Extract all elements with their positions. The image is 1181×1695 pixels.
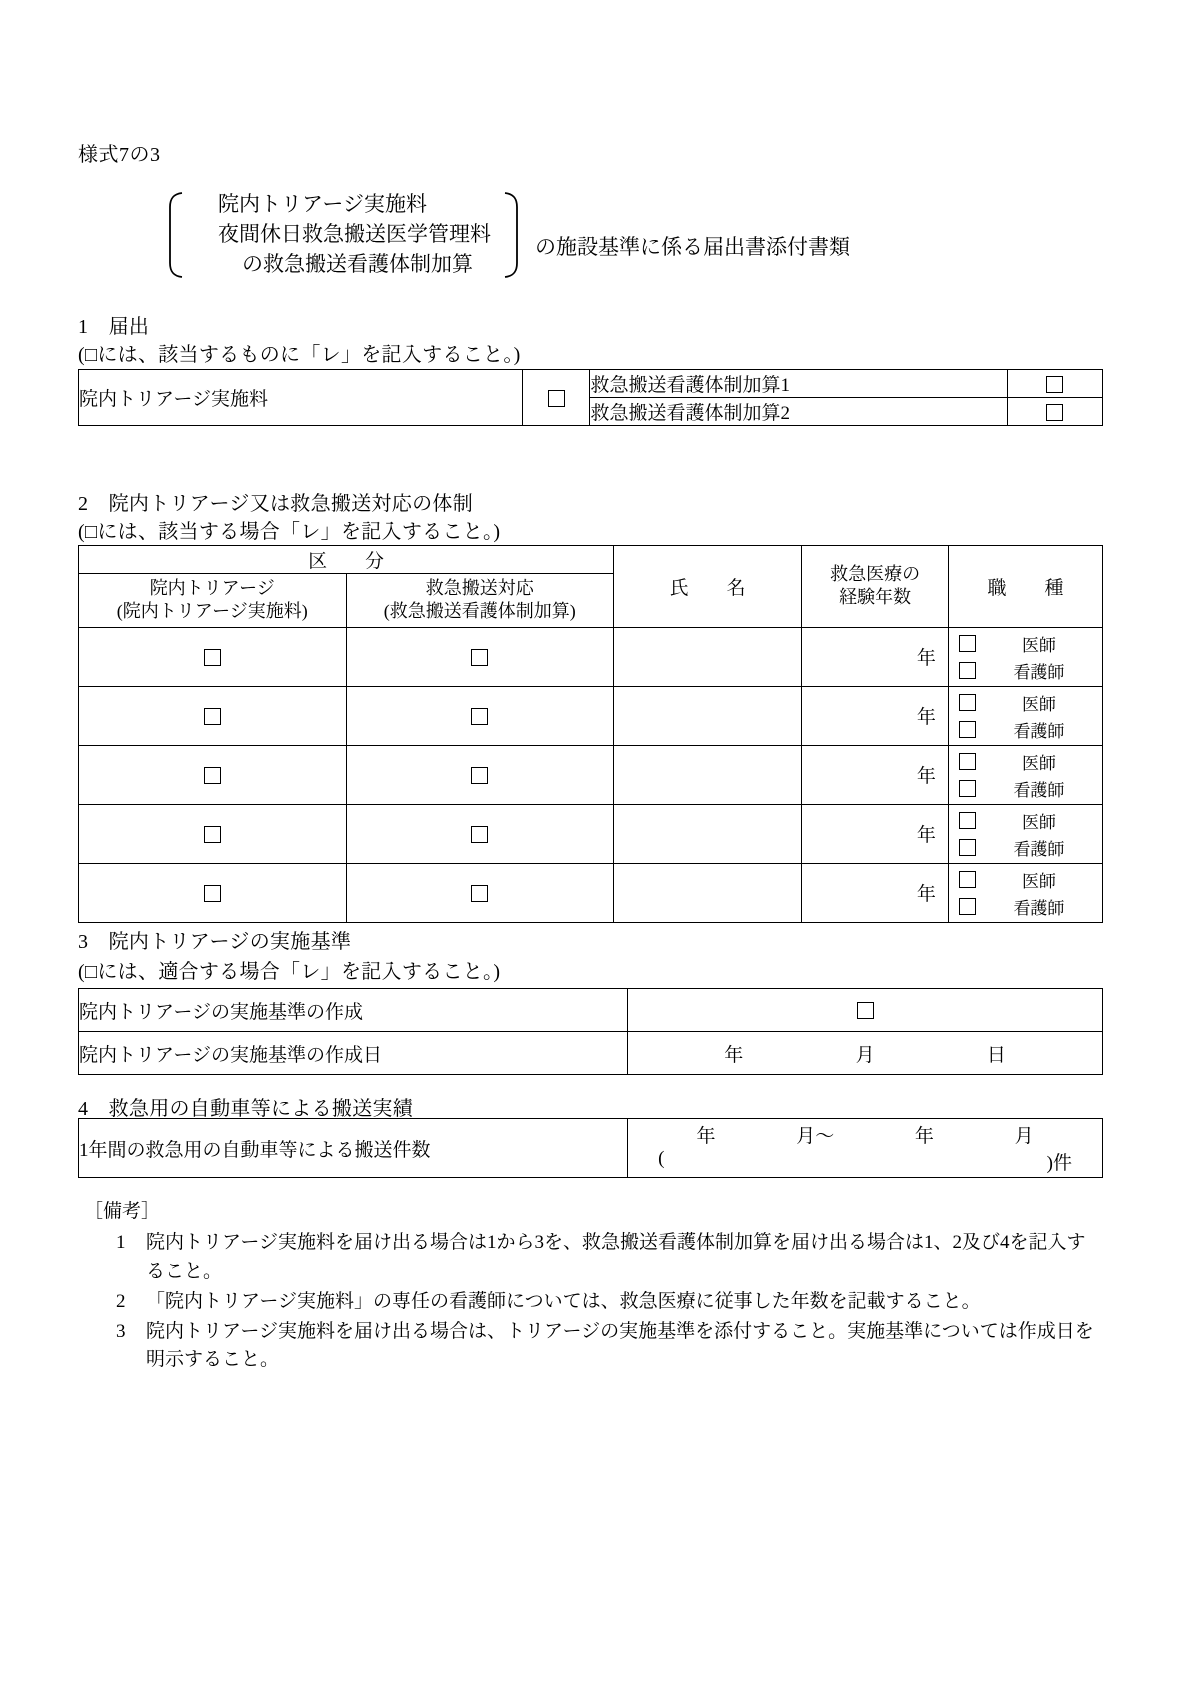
count-line[interactable] — [628, 1148, 1102, 1177]
period-line — [628, 1119, 1102, 1148]
table-row — [79, 627, 1103, 686]
section-4-heading: 4 救急用の自動車等による搬送実績 — [78, 1098, 414, 1120]
section-1-table — [78, 369, 1103, 426]
checkbox-icon[interactable] — [1046, 404, 1063, 421]
count-open-paren: ( — [658, 1148, 665, 1169]
checkbox-icon[interactable] — [959, 898, 976, 915]
section-2-table — [78, 545, 1103, 923]
checkbox-icon[interactable] — [471, 826, 488, 843]
triage-header-sub: (院内トリアージ実施料) — [116, 601, 308, 622]
section-2-heading: 2 院内トリアージ又は救急搬送対応の体制 — [78, 493, 473, 515]
title-suffix: の施設基準に係る届出書添付書類 — [535, 234, 850, 259]
name-input-cell[interactable] — [614, 627, 802, 686]
job-type-cell[interactable] — [948, 804, 1102, 863]
job-option-label: 看護師 — [1013, 839, 1065, 859]
job-option-row[interactable] — [959, 835, 1102, 860]
job-option-row[interactable] — [959, 749, 1102, 774]
checkbox-icon[interactable] — [959, 780, 976, 797]
checkbox-icon[interactable] — [204, 826, 221, 843]
checkbox-icon[interactable] — [959, 753, 976, 770]
period-end-month: 月 — [1014, 1126, 1034, 1147]
job-option-row[interactable] — [959, 690, 1102, 715]
transport-checkbox-cell[interactable] — [346, 804, 614, 863]
triage-header-main: 院内トリアージ — [149, 578, 275, 598]
year-unit-label: 年 — [916, 884, 936, 906]
section2-header-triage — [79, 574, 347, 628]
remarks-item — [116, 1229, 1104, 1287]
job-option-row[interactable] — [959, 658, 1102, 683]
document-title-block — [166, 190, 850, 279]
section1-main-checkbox-cell[interactable] — [523, 370, 590, 426]
table-row — [79, 804, 1103, 863]
job-option-row[interactable] — [959, 631, 1102, 656]
section-3-table — [78, 988, 1103, 1075]
year-unit-label: 年 — [916, 825, 936, 847]
section2-group-header: 区 分 — [79, 546, 614, 574]
section1-option-label-2: 救急搬送看護体制加算2 — [590, 398, 1008, 426]
table-row — [79, 1032, 1103, 1075]
remarks-title: ［備考］ — [84, 1201, 161, 1222]
name-input-cell[interactable] — [614, 804, 802, 863]
table-row — [79, 989, 1103, 1032]
checkbox-icon[interactable] — [471, 885, 488, 902]
checkbox-icon[interactable] — [471, 767, 488, 784]
experience-years-cell[interactable] — [802, 804, 949, 863]
checkbox-icon[interactable] — [471, 649, 488, 666]
section-4-table — [78, 1118, 1103, 1178]
checkbox-icon[interactable] — [548, 390, 565, 407]
table-row — [79, 863, 1103, 922]
section4-row-label: 1年間の救急用の自動車等による搬送件数 — [79, 1119, 628, 1178]
job-option-stack — [949, 628, 1102, 686]
checkbox-icon[interactable] — [959, 812, 976, 829]
checkbox-icon[interactable] — [204, 649, 221, 666]
job-option-row[interactable] — [959, 717, 1102, 742]
count-close-paren: )件 — [1046, 1153, 1072, 1174]
job-option-row[interactable] — [959, 776, 1102, 801]
table-row — [79, 745, 1103, 804]
checkbox-icon[interactable] — [204, 885, 221, 902]
job-option-row[interactable] — [959, 808, 1102, 833]
job-option-stack — [949, 687, 1102, 745]
experience-years-cell[interactable] — [802, 627, 949, 686]
checkbox-icon[interactable] — [959, 694, 976, 711]
experience-years-cell[interactable] — [802, 686, 949, 745]
title-line-2: 夜間休日救急搬送医学管理料 — [218, 221, 491, 246]
checkbox-icon[interactable] — [471, 708, 488, 725]
section-3-heading: 3 院内トリアージの実施基準 — [78, 931, 352, 953]
section1-option-label-1: 救急搬送看護体制加算1 — [590, 370, 1008, 398]
brace-left-icon — [166, 191, 184, 279]
transport-checkbox-cell[interactable] — [346, 745, 614, 804]
section1-row-label: 院内トリアージ実施料 — [79, 370, 523, 426]
checkbox-icon[interactable] — [959, 721, 976, 738]
title-line-1: 院内トリアージ実施料 — [218, 192, 427, 216]
brace-right-icon — [503, 191, 521, 279]
section1-option-checkbox-cell-1[interactable] — [1007, 370, 1102, 398]
table-row — [79, 686, 1103, 745]
checkbox-icon[interactable] — [204, 767, 221, 784]
job-option-stack — [949, 746, 1102, 804]
checkbox-icon[interactable] — [959, 871, 976, 888]
job-option-label: 医師 — [1021, 812, 1056, 832]
remarks-item-text: 「院内トリアージ実施料」の専任の看護師については、救急医療に従事した年数を記載すること。 — [146, 1290, 981, 1312]
transport-header-sub: (救急搬送看護体制加算) — [383, 601, 576, 622]
remarks-item — [116, 1318, 1104, 1376]
experience-header-line-1: 救急医療の — [830, 564, 921, 584]
date-unit-month: 月 — [855, 1044, 875, 1066]
job-option-label: 看護師 — [1013, 780, 1065, 800]
triage-checkbox-cell[interactable] — [79, 627, 347, 686]
job-option-label: 看護師 — [1013, 721, 1065, 741]
form-number: 様式7の3 — [78, 144, 161, 166]
name-input-cell[interactable] — [614, 686, 802, 745]
transport-checkbox-cell[interactable] — [346, 686, 614, 745]
year-unit-label: 年 — [916, 766, 936, 788]
checkbox-icon[interactable] — [857, 1002, 874, 1019]
job-type-cell[interactable] — [948, 686, 1102, 745]
date-unit-year: 年 — [724, 1044, 744, 1066]
job-option-label: 看護師 — [1013, 898, 1065, 918]
triage-checkbox-cell[interactable] — [79, 863, 347, 922]
remarks-section — [84, 1198, 1104, 1375]
checkbox-icon[interactable] — [959, 635, 976, 652]
title-line-3: の救急搬送看護体制加算 — [242, 251, 473, 276]
year-unit-label: 年 — [916, 707, 936, 729]
table-row — [79, 1119, 1103, 1178]
section2-header-transport — [346, 574, 614, 628]
section2-header-name: 氏 名 — [614, 546, 802, 628]
remarks-item-text: 院内トリアージ実施料を届け出る場合は1から3を、救急搬送看護体制加算を届け出る場合は1、2及び4を記入すること。 — [146, 1231, 1086, 1282]
section1-option-checkbox-cell-2[interactable] — [1007, 398, 1102, 426]
table-row — [79, 370, 1103, 398]
job-option-label: 看護師 — [1013, 662, 1065, 682]
remarks-item-text: 院内トリアージ実施料を届け出る場合は、トリアージの実施基準を添付すること。実施基準については作成日を明示すること。 — [146, 1320, 1094, 1371]
job-option-label: 医師 — [1021, 694, 1056, 714]
triage-checkbox-cell[interactable] — [79, 745, 347, 804]
table-header-row-group — [79, 546, 1103, 574]
remarks-item-number: 3 — [116, 1320, 126, 1342]
experience-years-cell[interactable] — [802, 863, 949, 922]
period-start-year: 年 — [696, 1126, 716, 1147]
checkbox-icon[interactable] — [1046, 376, 1063, 393]
section-1-note: (□には、該当するものに「レ」を記入すること。) — [78, 344, 521, 366]
section2-header-job: 職 種 — [948, 546, 1102, 628]
triage-checkbox-cell[interactable] — [79, 686, 347, 745]
job-option-label: 医師 — [1021, 753, 1056, 773]
experience-years-cell[interactable] — [802, 745, 949, 804]
name-input-cell[interactable] — [614, 745, 802, 804]
section3-row-label-2: 院内トリアージの実施基準の作成日 — [79, 1032, 628, 1075]
section-2-note: (□には、該当する場合「レ」を記入すること。) — [78, 521, 501, 543]
section4-value-cell[interactable] — [628, 1119, 1103, 1178]
section3-checkbox-cell[interactable] — [628, 989, 1103, 1032]
transport-checkbox-cell[interactable] — [346, 627, 614, 686]
remarks-item-number: 1 — [116, 1231, 126, 1253]
period-start-month: 月～ — [796, 1126, 835, 1147]
remarks-item-number: 2 — [116, 1290, 126, 1312]
transport-header-main: 救急搬送対応 — [425, 578, 534, 598]
transport-checkbox-cell[interactable] — [346, 863, 614, 922]
section3-date-cell[interactable] — [628, 1032, 1103, 1075]
job-type-cell[interactable] — [948, 745, 1102, 804]
checkbox-icon[interactable] — [204, 708, 221, 725]
period-end-year: 年 — [914, 1126, 934, 1147]
job-option-row[interactable] — [959, 867, 1102, 892]
year-unit-label: 年 — [916, 648, 936, 670]
date-entry-line[interactable] — [628, 1040, 1102, 1067]
name-input-cell[interactable] — [614, 863, 802, 922]
job-type-cell[interactable] — [948, 863, 1102, 922]
checkbox-icon[interactable] — [959, 839, 976, 856]
job-option-row[interactable] — [959, 894, 1102, 919]
experience-header-line-2: 経験年数 — [839, 587, 912, 608]
triage-checkbox-cell[interactable] — [79, 804, 347, 863]
section-1-heading: 1 届出 — [78, 316, 150, 338]
date-unit-day: 日 — [986, 1044, 1006, 1066]
section2-header-experience — [802, 546, 949, 628]
job-option-stack — [949, 805, 1102, 863]
job-option-label: 医師 — [1021, 635, 1056, 655]
job-option-stack — [949, 864, 1102, 922]
section3-row-label-1: 院内トリアージの実施基準の作成 — [79, 989, 628, 1032]
checkbox-icon[interactable] — [959, 662, 976, 679]
section-3-note: (□には、適合する場合「レ」を記入すること。) — [78, 961, 501, 983]
job-option-label: 医師 — [1021, 871, 1056, 891]
job-type-cell[interactable] — [948, 627, 1102, 686]
title-lines — [184, 190, 503, 279]
remarks-item — [116, 1288, 1104, 1317]
